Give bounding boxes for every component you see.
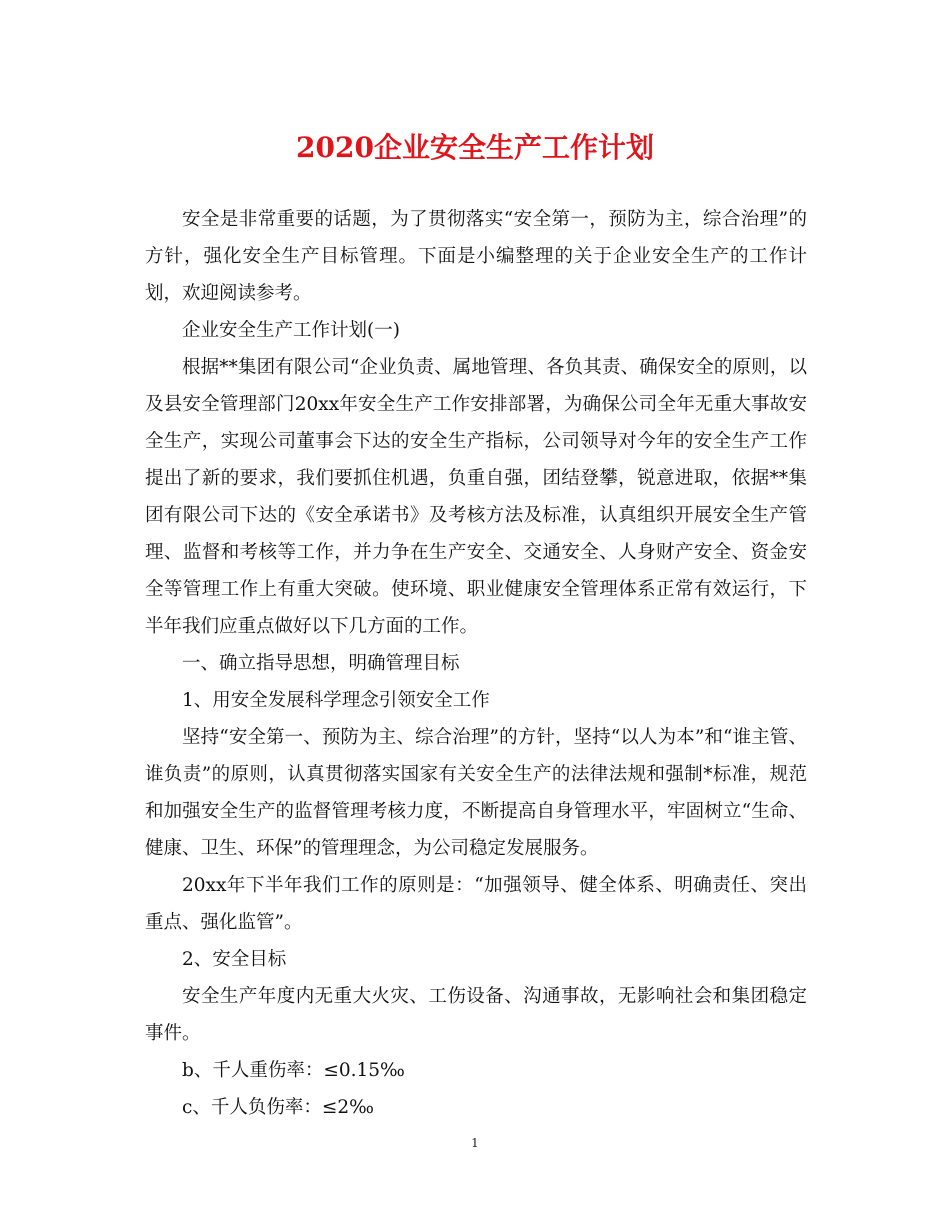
document-body bbox=[145, 201, 807, 1126]
section-heading: 企业安全生产工作计划(一) bbox=[182, 320, 400, 341]
page-number: 1 bbox=[471, 1136, 479, 1150]
list-heading: 2、安全目标 bbox=[182, 949, 287, 970]
body-paragraph: 根据**集团有限公司“企业负责、属地管理、各负其责、确保安全的原则，以及县安全管理部门20xx年安全生产工作安排部署，为确保公司全年无重大事故安全生产，实现公司董事会下达的安全生产指标，公司领导对今年的安全生产工作提出了新的要求，我们要抓住机遇，负重自强，团结登攀，锐意进取，依据**集团有限公司下达的《安全承诺书》及考核方法及标准，认真组织开展安全生产管理、监督和考核等工作，并力争在生产安全、交通安全、人身财产安全、资金安全等管理工作上有重大突破。使环境、职业健康安全管理体系正常有效运行，下半年我们应重点做好以下几方面的工作。 bbox=[145, 357, 807, 637]
list-heading: 1、用安全发展科学理念引领安全工作 bbox=[182, 690, 490, 711]
document-title: 2020企业安全生产工作计划 bbox=[296, 131, 654, 164]
intro-paragraph: 安全是非常重要的话题，为了贯彻落实“安全第一，预防为主，综合治理”的方针，强化安全生产目标管理。下面是小编整理的关于企业安全生产的工作计划，欢迎阅读参考。 bbox=[145, 209, 807, 304]
list-item: c、千人负伤率：≤2‰ bbox=[182, 1097, 374, 1118]
body-paragraph: 20xx年下半年我们工作的原则是：“加强领导、健全体系、明确责任、突出重点、强化监管”。 bbox=[145, 875, 807, 933]
list-item: b、千人重伤率：≤0.15‰ bbox=[182, 1060, 405, 1081]
body-paragraph: 安全生产年度内无重大火灾、工伤设备、沟通事故，无影响社会和集团稳定事件。 bbox=[145, 986, 807, 1044]
subsection-heading: 一、确立指导思想，明确管理目标 bbox=[182, 653, 460, 674]
body-paragraph: 坚持“安全第一、预防为主、综合治理”的方针，坚持“以人为本”和“谁主管、谁负责”的原则，认真贯彻落实国家有关安全生产的法律法规和强制*标准，规范和加强安全生产的监督管理考核力度，不断提高自身管理水平，牢固树立“生命、健康、卫生、环保”的管理理念，为公司稳定发展服务。 bbox=[145, 727, 807, 859]
